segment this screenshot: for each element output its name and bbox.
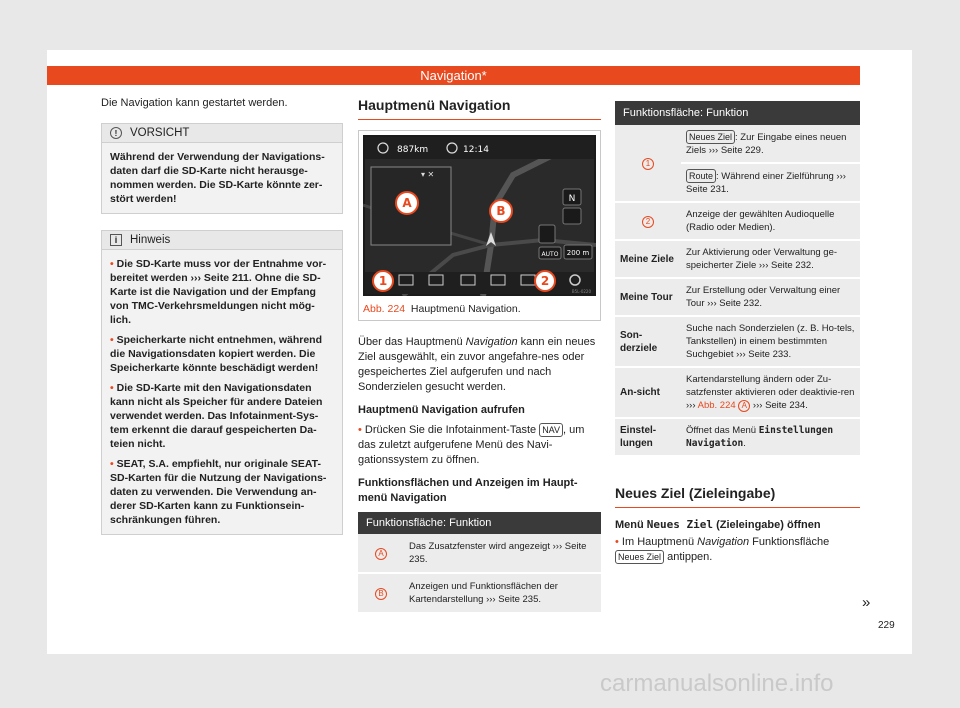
svg-text:B5L-0220: B5L-0220 [571,289,591,294]
lane-icon [539,225,555,243]
figure-nav-screen [358,130,601,321]
distance-readout: 887km [397,145,429,155]
paragraph-intro: Über das Hauptmenü Navigation kann ein neues Ziel ausgewählt, ein zuvor angefahre-nes oder gespeichertes Ziel aufgerufen und nach Sonderzielen gesucht werden. [358,336,596,393]
svg-text:A: A [402,196,412,210]
svg-text:N: N [568,194,576,204]
nav-key: NAV [539,423,563,437]
note-box [101,230,343,535]
step-open: • Drücken Sie die Infotainment-Taste NAV , um das zuletzt aufgerufene Menü des Navi-gationssystem zu öffnen. [358,424,585,466]
step-tap: • Im Hauptmenü Navigation Funktionsfläche Neues Ziel antippen. [615,536,830,563]
table-row: Son-derziele Suche nach Sonderzielen (z. B. Ho-tels, Tankstellen) in einem bestimmten Suchgebiet ››› Seite 233. [615,316,860,367]
info-icon: i [110,234,122,246]
subheading-menu: Menü Neues Ziel (Zieleingabe) öffnen [615,518,821,531]
table-row: An-sicht Kartendarstellung ändern oder Zu-satzfenster aktivieren oder deaktivie-ren ››› Abb. 224 A ››› Seite 234. [615,367,860,418]
table-row: B Anzeigen und Funktionsflächen der Kartendarstellung ››› Seite 235. [358,573,601,613]
note-item: • Speicherkarte nicht entnehmen, während die Navigationsdaten kopiert werden. Die Speicherkarte könnte beschädigt werden! [110,334,322,374]
intro-text: Die Navigation kann gestartet werden. [101,97,288,109]
column-left [101,97,343,535]
note-title: Hinweis [130,234,171,246]
function-table-main: Funktionsfläche: Funktion 1 Neues Ziel : Zur Eingabe eines neuen Ziels ››› Seite 229. Route : Während einer Zielführung ››› Seite 231. 2 Anzeige der gewählten Audioquelle (Radio oder Medien). Meine Ziele Zur Aktivierung oder Verwaltung ge-speicherter Ziele ››› Seite 232. Meine Tour Zur Erstellung oder Verwaltung einer Tour ››› Seite 232. Son-derziele Suche nach Sonderzielen (z. B. Ho-tels, Tankstellen) in einem bestimmten Suchgebiet ››› Seite 233. An-sicht Kartendarstellung ändern oder Zu-satzfenster aktivieren oder deaktivie-ren ››› Abb. 224 A ››› Seite 234. Einstel-lungen Öffnet das Menü Einstellungen Navigation. [615,101,860,457]
svg-text:200 m: 200 m [566,249,590,257]
table-row: 1 Neues Ziel : Zur Eingabe eines neuen Ziels ››› Seite 229. [615,125,860,163]
section-title-new-destination: Neues Ziel (Zieleingabe) [615,485,860,508]
section-title: Hauptmenü Navigation [358,97,601,120]
note-item: • SEAT, S.A. empfiehlt, nur originale SEAT-SD-Karten für die Nutzung der Navigations-daten zu verwenden. Die Verwendung an-derer SD-Karten kann zu Funktionsein-schränkungen führen. [110,458,327,526]
table-row: Route : Während einer Zielführung ››› Seite 231. [615,163,860,202]
chevron-down-icon: ▾ ✕ [421,170,435,179]
function-table-a-b: Funktionsfläche: Funktion A Das Zusatzfenster wird angezeigt ››› Seite 235. B Anzeigen und Funktionsflächen der Kartendarstellung ››› Seite 235. [358,512,601,614]
figure-caption: Abb. 224 Hauptmenü Navigation. [363,303,521,315]
caution-box [101,123,343,214]
table-row: Meine Ziele Zur Aktivierung oder Verwaltung ge-speicherter Ziele ››› Seite 232. [615,240,860,278]
svg-text:1: 1 [378,274,388,288]
page-header: Navigation* [47,66,860,85]
caution-body: Während der Verwendung der Navigations-daten darf die SD-Karte nicht herausge-nommen werden. Die SD-Karte könnte zer-stört werden! [102,143,342,213]
watermark: carmanualsonline.info [600,670,834,697]
continue-marker: » [862,594,871,611]
table-row: A Das Zusatzfenster wird angezeigt ››› Seite 235. [358,534,601,573]
svg-text:B: B [496,204,506,218]
svg-text:2: 2 [540,274,550,288]
page-number: 229 [878,620,895,631]
subheading-fields: Funktionsflächen und Anzeigen im Haupt-menü Navigation [358,477,578,504]
note-item: • Die SD-Karte mit den Navigationsdaten kann nicht als Speicher für andere Dateien verwendet werden. Das Infotainment-Sys-tem erkennt die darauf gespeicherten Da-teien nicht. [110,382,323,450]
subheading-open: Hauptmenü Navigation aufrufen [358,404,525,416]
caution-title: VORSICHT [130,127,190,139]
column-middle [358,97,601,614]
table-row: 2 Anzeige der gewählten Audioquelle (Radio oder Medien). [615,202,860,240]
time-readout: 12:14 [463,145,489,155]
note-item: • Die SD-Karte muss vor der Entnahme vor-bereitet werden ››› Seite 211. Ohne die SD-Karte ist die Navigation und der Empfang von TMC-Verkehrsmeldungen nicht mög-lich. [110,258,327,326]
map-view-icon [563,208,581,224]
table-row: Meine Tour Zur Erstellung oder Verwaltung einer Tour ››› Seite 232. [615,278,860,316]
column-right [615,101,860,565]
table-row: Einstel-lungen Öffnet das Menü Einstellungen Navigation. [615,418,860,456]
svg-text:AUTO: AUTO [541,251,559,258]
warning-icon: ! [110,127,122,139]
nav-screen-illustration [363,135,596,296]
